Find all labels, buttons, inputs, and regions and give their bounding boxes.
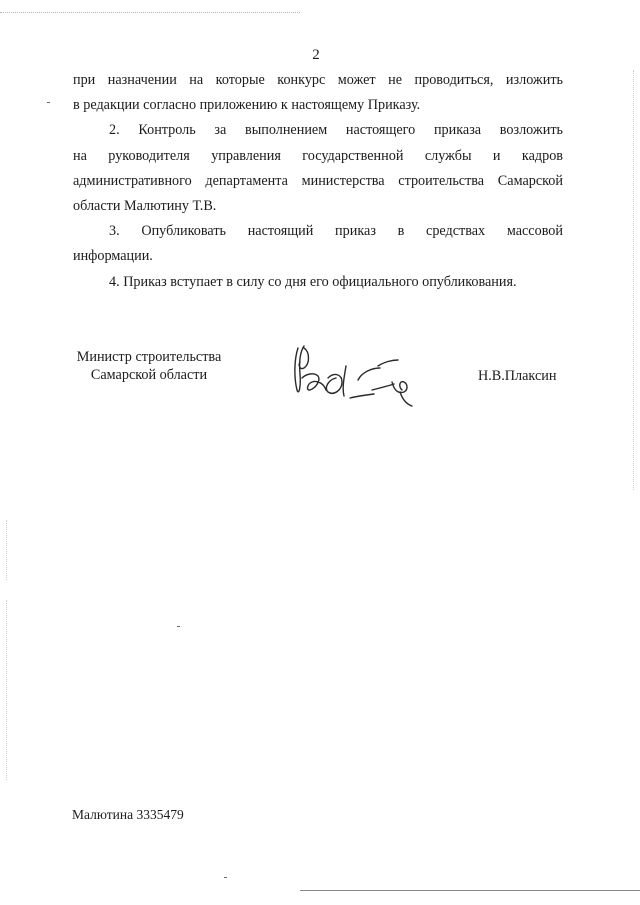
scan-edge-bottom [300, 890, 640, 891]
paragraph-4-line: 4. Приказ вступает в силу со дня его официального опубликования. [109, 273, 517, 290]
scan-edge-right [633, 70, 634, 490]
scan-speck [47, 102, 50, 103]
page-number: 2 [312, 47, 320, 63]
paragraph-2-line: административного департамента министерства строительства Самарской [73, 172, 563, 189]
executor-contact: Малютина 3335479 [72, 807, 184, 822]
signer-position-line: Самарской области [90, 367, 208, 383]
paragraph-3-line: 3. Опубликовать настоящий приказ в средствах массовой [109, 223, 563, 240]
order-text [73, 68, 563, 295]
paragraph-1-line: в редакции согласно приложению к настоящему Приказу. [73, 97, 421, 114]
scan-speck [177, 626, 180, 627]
scan-speck [224, 877, 227, 878]
paragraph-2-line: области Малютину Т.В. [73, 198, 217, 215]
scan-edge-top [0, 12, 300, 13]
scan-edge-left [6, 520, 7, 580]
paragraph-1-line: при назначении на которые конкурс может не проводиться, изложить [73, 72, 563, 88]
signer-position-line: Министр строительства [76, 349, 222, 365]
paragraph-3-line: информации. [73, 248, 153, 265]
handwritten-signature [288, 338, 424, 412]
paragraph-2-line: на руководителя управления государственной службы и кадров [73, 147, 563, 164]
signer-position [64, 348, 234, 384]
paragraph-2-line: 2. Контроль за выполнением настоящего приказа возложить [109, 122, 563, 139]
scan-edge-left [6, 600, 7, 780]
signer-name: Н.В.Плаксин [478, 368, 557, 384]
